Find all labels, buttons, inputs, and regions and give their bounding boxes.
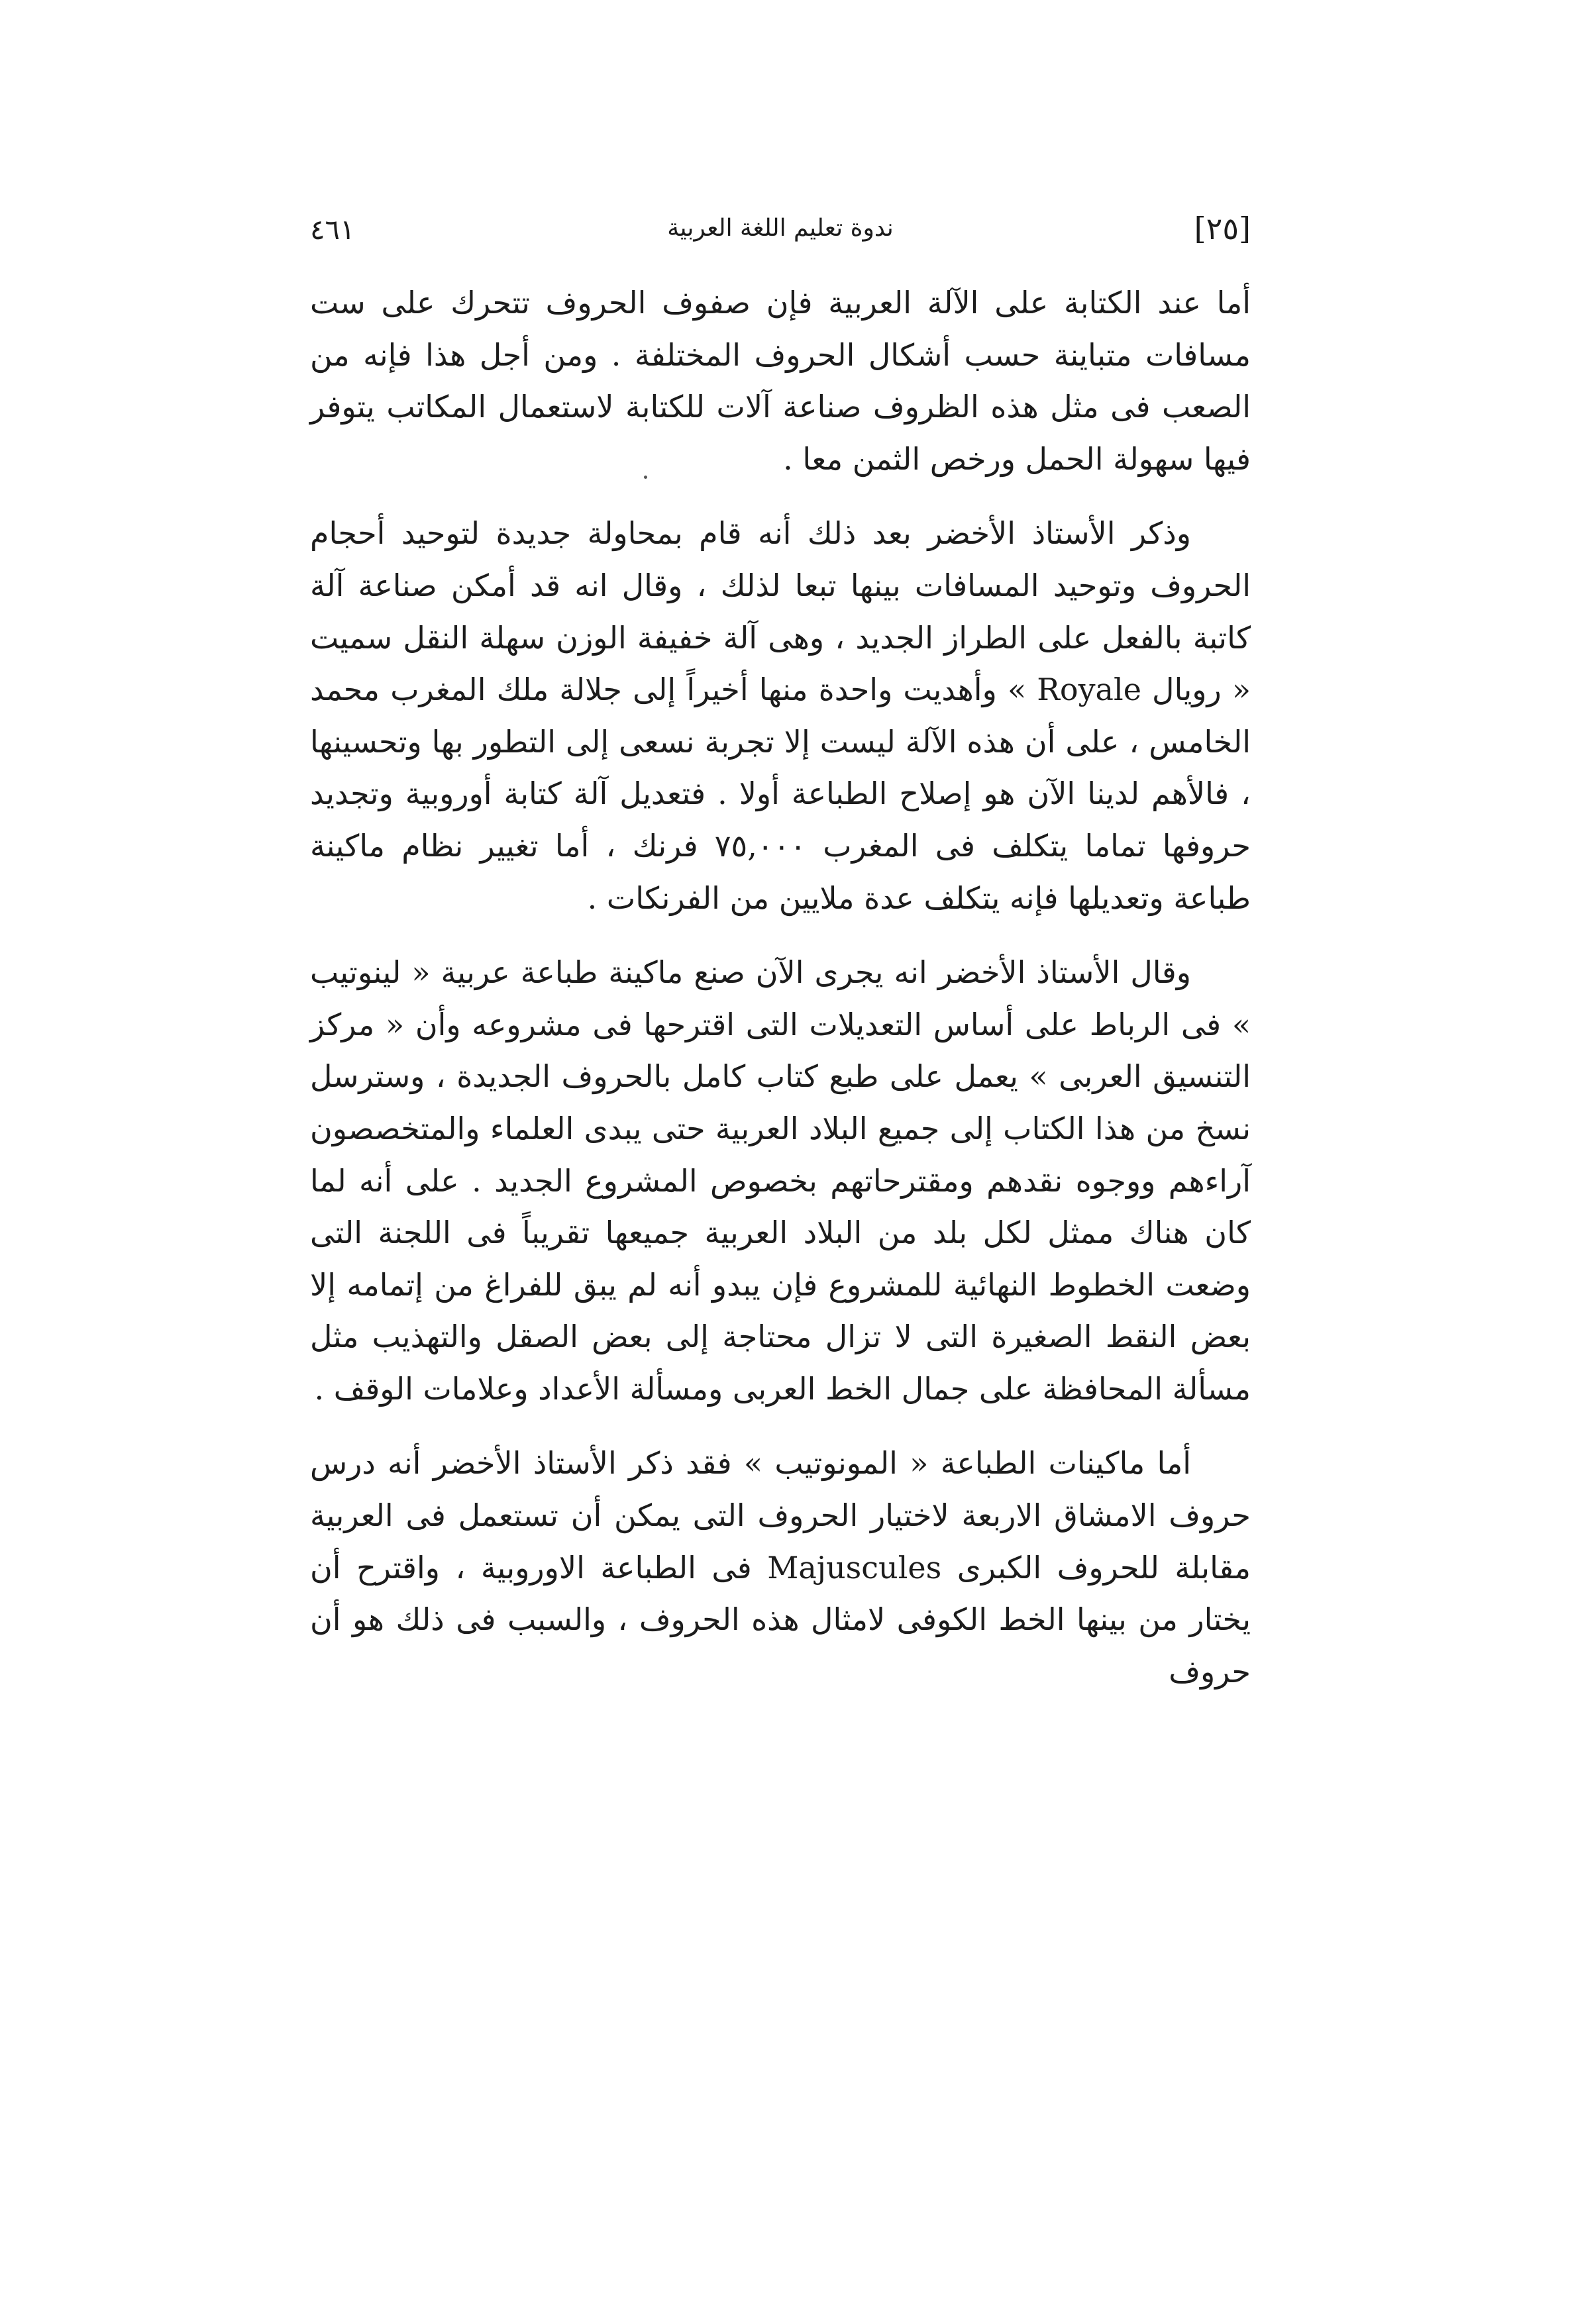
section-number: [٢٥]	[1194, 211, 1251, 246]
paragraph-1: أما عند الكتابة على الآلة العربية فإن صفوف الحروف تتحرك على ست مسافات متباينة حسب أشكال الحروف المختلفة . ومن أجل هذا فإنه من الصعب فى مثل هذه الظروف صناعة آلات للكتابة لاستعمال المكاتب يتوفر فيها سهولة الحمل ورخص الثمن معا .	[310, 285, 1251, 477]
page-number: ٤٦١	[310, 213, 355, 246]
paragraph-2: وذكر الأستاذ الأخضر بعد ذلك أنه قام بمحاولة جديدة لتوحيد أحجام الحروف وتوحيد المسافات بينها تبعا لذلك ، وقال انه قد أمكن صناعة آلة كاتبة بالفعل على الطراز الجديد ، وهى آلة خفيفة الوزن سهلة النقل سميت « رويال Royale » وأهديت واحدة منها أخيراً إلى جلالة ملك المغرب محمد الخامس ، على أن هذه الآلة ليست إلا تجربة نسعى إلى التطور بها وتحسينها ، فالأهم لدينا الآن هو إصلاح الطباعة أولا . فتعديل آلة كتابة أوروبية وتجديد حروفها تماما يتكلف فى المغرب ٧٥,٠٠٠ فرنك ، أما تغيير نظام ماكينة طباعة وتعديلها فإنه يتكلف عدة ملايين من الفرنكات .	[310, 515, 1251, 916]
paragraph-3: وقال الأستاذ الأخضر انه يجرى الآن صنع ماكينة طباعة عربية « لينوتيب » فى الرباط على أساس التعديلات التى اقترحها فى مشروعه وأن « مركز التنسيق العربى » يعمل على طبع كتاب كامل بالحروف الجديدة ، وسترسل نسخ من هذا الكتاب إلى جميع البلاد العربية حتى يبدى العلماء والمتخصصون آراءهم ووجوه نقدهم ومقترحاتهم بخصوص المشروع الجديد . على أنه لما كان هناك ممثل لكل بلد من البلاد العربية جميعها تقريباً فى اللجنة التى وضعت الخطوط النهائية للمشروع فإن يبدو أنه لم يبق للفراغ من إتمامه إلا بعض النقط الصغيرة التى لا تزال محتاجة إلى بعض الصقل والتهذيب مثل مسألة المحافظة على جمال الخط العربى ومسألة الأعداد وعلامات الوقف .	[310, 954, 1251, 1407]
body-text	[310, 277, 1251, 1720]
page-header	[310, 211, 1251, 264]
ink-speck	[644, 476, 647, 479]
paragraph-4: أما ماكينات الطباعة « المونوتيب » فقد ذكر الأستاذ الأخضر أنه درس حروف الامشاق الاربعة لاختيار الحروف التى يمكن أن تستعمل فى العربية مقابلة للحروف الكبرى Majuscules فى الطباعة الاوروبية ، واقترح أن يختار من بينها الخط الكوفى لامثال هذه الحروف ، والسبب فى ذلك هو أن حروف	[310, 1445, 1251, 1690]
running-title: ندوة تعليم اللغة العربية	[667, 215, 894, 242]
